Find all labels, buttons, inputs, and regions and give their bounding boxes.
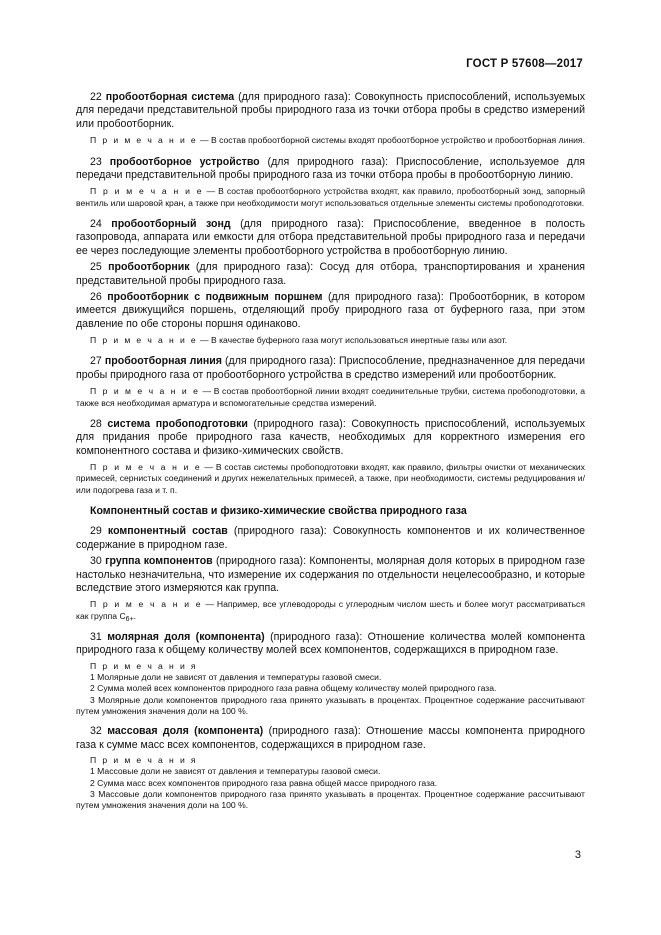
term-title: группа компонентов [105, 555, 213, 568]
term-31: 31 молярная доля (компонента) (природного газа): Отношение количества молей компонента природного газа к общему количеству молей всех компонентов, содержащихся в природном газе. [76, 631, 586, 657]
note: П р и м е ч а н и е — В качестве буферного газа могут использоваться инертные газы или азот. [90, 335, 507, 346]
term-title: компонентный состав [107, 525, 228, 538]
note-item: 2 Сумма молей всех компонентов природного газа равна общему количеству молей природного газа. [90, 683, 497, 694]
term-27: 27 пробоотборная линия (для природного газа): Приспособление, предназначенное для передачи пробы природного газа от пробоотборного устройства в средство измерений или пробоотборник. [76, 355, 585, 381]
term-title: пробоотборная система [105, 91, 235, 103]
term-title: система пробоподготовки [107, 417, 248, 430]
note-item: 2 Сумма масс всех компонентов природного газа равна общей массе природного газа. [90, 777, 438, 788]
term-24: 24 пробоотборный зонд (для природного газа): Приспособление, введенное в полость газопровода, аппарата или емкости для отбора представительной пробы природного газа и передачи ее через последующие элементы пробоотборного устройства в пробоотборную линию. [76, 217, 586, 257]
note: П р и м е ч а н и е — В состав системы пробоподготовки входят, как правило, фильтры очистки от механических примесей, сернистых соединений и других нежелательных примесей, а также, при необходимости, системы редуцирования и/или подогрева газа и т. п. [76, 462, 585, 495]
term-title: пробоотборный зонд [111, 217, 231, 230]
term-title: массовая доля (компонента) [107, 725, 264, 738]
page-number: 3 [574, 849, 581, 861]
note: П р и м е ч а н и е — Например, все углеводороды с углеродным числом шесть и более могут рассматриваться как группа $C_{6+}$. [76, 599, 585, 623]
term-26: 26 пробоотборник с подвижным поршнем (для природного газа): Пробоотборник, в котором имеется движущийся поршень, отделяющий пробу природного газа от буферного газа, при этом давление по обе стороны поршня одинаково. [76, 290, 585, 330]
term-title: пробоотборное устройство [109, 155, 260, 168]
term-title: пробоотборник с подвижным поршнем [107, 290, 323, 303]
term-title: пробоотборная линия [104, 355, 222, 368]
section-heading: Компонентный состав и физико-химические свойства природного газа [90, 504, 467, 517]
standard-code: ГОСТ Р 57608—2017 [466, 58, 583, 70]
note-item: 1 Массовые доли не зависят от давления и температуры газовой смеси. [90, 766, 381, 777]
note-item: 3 Молярные доли компонентов природного газа принято указывать в процентах. Процентное содержание рассчитывают путем умножения значения доли на 100 %. [76, 694, 585, 717]
term-23: 23 пробоотборное устройство (для природного газа): Приспособление, используемое для передачи представительной пробы природного газа из точки отбора пробы в пробоотборную линию. [76, 155, 585, 181]
term-29: 29 компонентный состав (природного газа): Совокупность компонентов и их количественное содержание в природном газе. [76, 525, 585, 551]
note-item: 1 Молярные доли не зависят от давления и температуры газовой смеси. [90, 672, 382, 683]
note: П р и м е ч а н и е — В состав пробоотборной линии входят соединительные трубки, система пробоподготовки, а также вся необходимая арматура и вспомогательные средства измерений. [76, 386, 585, 408]
term-30: 30 группа компонентов (природного газа): Компоненты, молярная доля которых в природном газе настолько незначительна, что измерение их содержания по отдельности нецелесообразно, и которые вследствие этого измеряются как группа. [76, 555, 585, 595]
notes-block: П р и м е ч а н и я 1 Молярные доли не зависят от давления и температуры газовой смеси. 2 Сумма молей всех компонентов природного газа равна общему количеству молей природного газа. 3 Молярные доли компонентов природного газа принято указывать в процентах. Процентное содержание рассчитывают путем умножения значения доли на 100 %. [76, 660, 585, 717]
note-item: 3 Массовые доли компонентов природного газа принято указывать в процентах. Процентное содержание рассчитывают путем умножения значения доли на 100 %. [76, 789, 585, 811]
note: П р и м е ч а н и е — В состав пробоотборного устройства входят, как правило, пробоотборный зонд, запорный вентиль или шаровой кран, а также при необходимости могут использоваться отдельные элементы системы пробоподготовки. [76, 186, 586, 208]
term-32: 32 массовая доля (компонента) (природного газа): Отношение массы компонента природного газа к сумме масс всех компонентов, содержащихся в природном газе. [76, 725, 585, 751]
term-28: 28 система пробоподготовки (природного газа): Совокупность приспособлений, используемых для придания пробе природного газа качеств, необходимых для корректного измерения его компонентного состава и физико-химических свойств. [76, 417, 586, 457]
term-25: 25 пробоотборник (для природного газа): Сосуд для отбора, транспортирования и хранения представительной пробы природного газа. [76, 261, 585, 287]
notes-block: П р и м е ч а н и я 1 Массовые доли не зависят от давления и температуры газовой смеси. 2 Сумма масс всех компонентов природного газа равна общей массе природного газа. 3 Массовые доли компонентов природного газа принято указывать в процентах. Процентное содержание рассчитывают путем умножения значения доли на 100 %. [76, 755, 585, 811]
document-body [76, 91, 585, 820]
note: П р и м е ч а н и е — В состав пробоотборной системы входят пробоотборное устройство и пробоотборная линия. [90, 135, 585, 146]
term-title: пробоотборник [108, 261, 190, 274]
term-22: 22 пробоотборная система (для природного газа): Совокупность приспособлений, используемых для передачи представительной пробы природного газа из точки отбора пробы в средство измерений или пробоотборник. [76, 91, 585, 130]
term-title: молярная доля (компонента) [107, 631, 265, 644]
